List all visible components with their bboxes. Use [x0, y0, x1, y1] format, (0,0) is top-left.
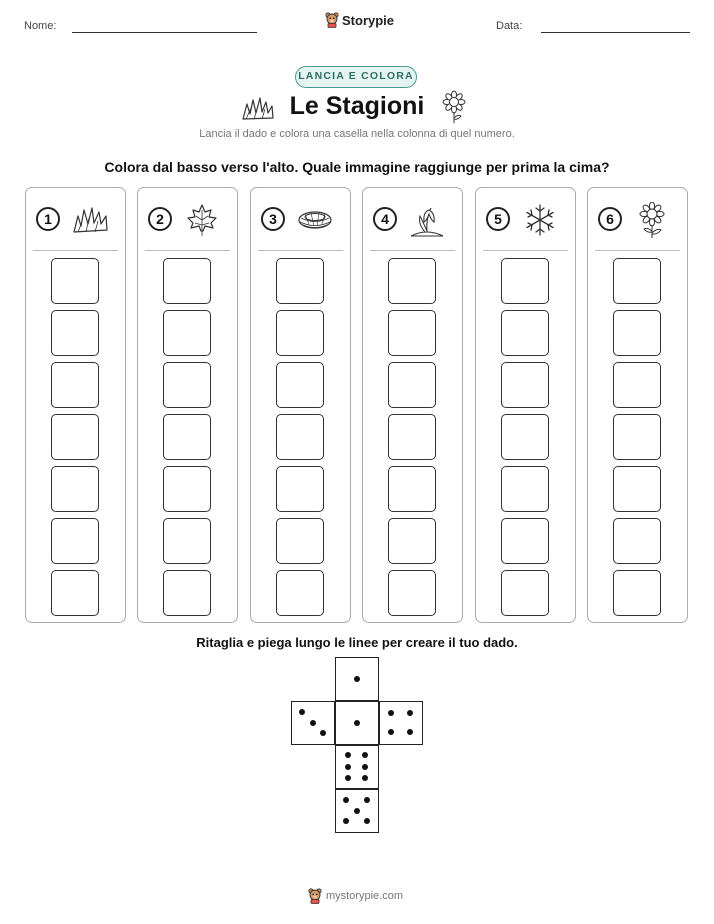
- die-pip: [310, 720, 316, 726]
- color-box[interactable]: [388, 570, 436, 616]
- color-box[interactable]: [51, 310, 99, 356]
- date-label: Data:: [496, 20, 523, 32]
- color-box[interactable]: [51, 362, 99, 408]
- column-divider: [370, 250, 455, 251]
- column-header: [476, 202, 575, 238]
- season-column: [25, 187, 126, 623]
- color-box[interactable]: [613, 362, 661, 408]
- nest-icon: [295, 202, 335, 238]
- die-pip: [299, 709, 305, 715]
- column-divider: [145, 250, 230, 251]
- brand-name: Storypie: [342, 12, 395, 28]
- color-box[interactable]: [613, 466, 661, 512]
- color-box[interactable]: [51, 414, 99, 460]
- die-pip: [407, 710, 413, 716]
- color-box[interactable]: [51, 258, 99, 304]
- die-pip: [343, 818, 349, 824]
- die-face-5: [335, 789, 379, 833]
- die-pip: [388, 729, 394, 735]
- page-title: Le Stagioni: [289, 92, 425, 120]
- color-box[interactable]: [163, 310, 211, 356]
- maple-leaf-icon: [182, 202, 222, 238]
- color-box[interactable]: [276, 466, 324, 512]
- brand-logo: [325, 12, 394, 28]
- dice-caption: Ritaglia e piega lungo le linee per creare il tuo dado.: [196, 635, 518, 650]
- column-number: 2: [148, 207, 172, 231]
- color-box[interactable]: [501, 310, 549, 356]
- color-box[interactable]: [276, 414, 324, 460]
- color-box[interactable]: [388, 414, 436, 460]
- color-box[interactable]: [51, 518, 99, 564]
- color-box[interactable]: [501, 466, 549, 512]
- color-box[interactable]: [276, 258, 324, 304]
- footer: [308, 888, 403, 904]
- color-box[interactable]: [501, 570, 549, 616]
- color-box[interactable]: [276, 310, 324, 356]
- game-instruction: Colora dal basso verso l'alto. Quale immagine raggiunge per prima la cima?: [104, 159, 610, 175]
- snowdrop-icon: [407, 202, 447, 238]
- die-face-1: [335, 657, 379, 701]
- color-box[interactable]: [501, 518, 549, 564]
- snowflake-icon: [520, 202, 560, 238]
- die-pip: [362, 752, 368, 758]
- die-pip: [345, 752, 351, 758]
- bear-mascot-icon: [325, 12, 339, 28]
- activity-badge: LANCIA E COLORA: [295, 66, 417, 88]
- color-box[interactable]: [276, 570, 324, 616]
- die-pip: [320, 730, 326, 736]
- die-face-4: [379, 701, 423, 745]
- column-divider: [258, 250, 343, 251]
- season-column: [475, 187, 576, 623]
- color-box[interactable]: [276, 518, 324, 564]
- color-box[interactable]: [163, 518, 211, 564]
- column-number: 5: [486, 207, 510, 231]
- column-header: [588, 202, 687, 238]
- die-pip: [362, 775, 368, 781]
- color-box[interactable]: [613, 258, 661, 304]
- die-pip: [364, 797, 370, 803]
- footer-url: mystorypie.com: [326, 890, 404, 902]
- column-divider: [595, 250, 680, 251]
- color-box[interactable]: [613, 414, 661, 460]
- bear-mascot-icon: [308, 888, 322, 904]
- color-box[interactable]: [163, 570, 211, 616]
- die-pip: [362, 764, 368, 770]
- die-pip: [354, 676, 360, 682]
- die-pip: [354, 720, 360, 726]
- name-label: Nome:: [24, 20, 57, 32]
- color-box[interactable]: [51, 570, 99, 616]
- color-box[interactable]: [388, 258, 436, 304]
- die-face-6: [335, 745, 379, 789]
- color-box[interactable]: [501, 258, 549, 304]
- die-pip: [343, 797, 349, 803]
- die-pip: [407, 729, 413, 735]
- color-box[interactable]: [388, 518, 436, 564]
- column-header: [138, 202, 237, 238]
- color-box[interactable]: [51, 466, 99, 512]
- column-number: 3: [261, 207, 285, 231]
- sunflower-decoration-icon: [440, 90, 468, 124]
- grass-icon: [70, 202, 110, 238]
- season-column: [587, 187, 688, 623]
- color-box[interactable]: [613, 518, 661, 564]
- date-line[interactable]: [541, 32, 690, 33]
- color-box[interactable]: [613, 570, 661, 616]
- color-box[interactable]: [163, 362, 211, 408]
- color-box[interactable]: [388, 310, 436, 356]
- die-pip: [354, 808, 360, 814]
- die-pip: [345, 764, 351, 770]
- die-face-3: [291, 701, 335, 745]
- color-box[interactable]: [163, 414, 211, 460]
- column-header: [363, 202, 462, 238]
- color-box[interactable]: [388, 466, 436, 512]
- season-column: [250, 187, 351, 623]
- die-pip: [345, 775, 351, 781]
- season-column: [362, 187, 463, 623]
- color-box[interactable]: [501, 414, 549, 460]
- column-number: 1: [36, 207, 60, 231]
- name-line[interactable]: [72, 32, 257, 33]
- color-box[interactable]: [501, 362, 549, 408]
- column-divider: [33, 250, 118, 251]
- column-number: 6: [598, 207, 622, 231]
- column-number: 4: [373, 207, 397, 231]
- sunflower-icon: [632, 202, 672, 238]
- die-pip: [364, 818, 370, 824]
- column-header: [26, 202, 125, 238]
- column-header: [251, 202, 350, 238]
- die-face-1: [335, 701, 379, 745]
- column-divider: [483, 250, 568, 251]
- season-column: [137, 187, 238, 623]
- page-subtitle: Lancia il dado e colora una casella nella colonna di quel numero.: [199, 128, 515, 140]
- color-box[interactable]: [276, 362, 324, 408]
- color-box[interactable]: [613, 310, 661, 356]
- color-box[interactable]: [163, 466, 211, 512]
- color-box[interactable]: [388, 362, 436, 408]
- die-pip: [388, 710, 394, 716]
- color-box[interactable]: [163, 258, 211, 304]
